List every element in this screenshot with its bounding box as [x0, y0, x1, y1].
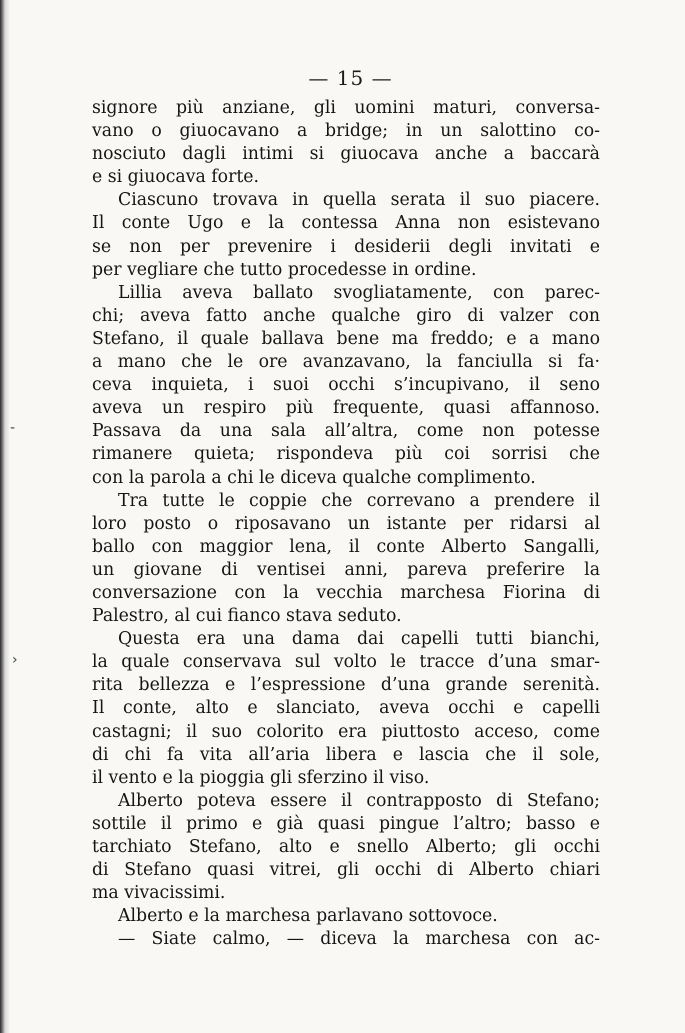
- text-line: loro posto o riposavano un istante per ridarsi al: [92, 513, 600, 534]
- text-line: se non per prevenire i desiderii degli invitati e: [92, 236, 600, 257]
- text-line: ballo con maggior lena, il conte Alberto Sangalli,: [92, 536, 600, 557]
- paragraph: [92, 189, 600, 281]
- text-line: Questa era una dama dai capelli tutti bianchi,: [118, 629, 600, 650]
- text-line: Palestro, al cui fianco stava seduto.: [92, 606, 402, 627]
- text-line: rimanere quieta; rispondeva più coi sorrisi che: [92, 444, 600, 465]
- text-line: conversazione con la vecchia marchesa Fiorina di: [92, 582, 600, 603]
- text-line: la quale conservava sul volto le tracce d’una smar-: [92, 652, 600, 673]
- text-line: Ciascuno trovava in quella serata il suo piacere.: [118, 190, 600, 211]
- text-line: Il conte, alto e slanciato, aveva occhi e capelli: [92, 698, 600, 719]
- text-line: tarchiato Stefano, alto e snello Alberto; gli occhi: [92, 837, 600, 857]
- text-line: di Stefano quasi vitrei, gli occhi di Alberto chiari: [92, 860, 600, 881]
- paragraph: [92, 905, 600, 928]
- text-line: nosciuto dagli intimi si giuocava anche a baccarà: [92, 144, 600, 165]
- text-line: castagni; il suo colorito era piuttosto acceso, come: [92, 721, 600, 742]
- page-number: — 15 —: [308, 66, 393, 90]
- text-line: e si giuocava forte.: [92, 167, 259, 188]
- margin-mark: ‑: [10, 420, 16, 436]
- text-line: rita bellezza e l’espressione d’una grande serenità.: [92, 675, 600, 696]
- text-line: Alberto e la marchesa parlavano sottovoce.: [118, 906, 498, 927]
- paragraph: [92, 282, 600, 490]
- text-line: signore più anziane, gli uomini maturi, conversa-: [92, 98, 600, 118]
- text-line: il vento e la pioggia gli sferzino il viso.: [92, 767, 430, 788]
- text-line: sottile il primo e già quasi pingue l’altro; basso e: [92, 813, 600, 834]
- text-line: con la parola a chi le diceva qualche complimento.: [92, 467, 536, 488]
- paragraph: [92, 628, 600, 790]
- paragraph: [92, 490, 600, 629]
- text-line: un giovane di ventisei anni, pareva preferire la: [92, 559, 600, 580]
- text-line: aveva un respiro più frequente, quasi affannoso.: [92, 398, 600, 419]
- text-line: di chi fa vita all’aria libera e lascia che il sole,: [92, 744, 600, 765]
- text-line: vano o giuocavano a bridge; in un salottino co-: [92, 121, 600, 142]
- text-line: ma vivacissimi.: [92, 883, 226, 904]
- text-line: Il conte Ugo e la contessa Anna non esistevano: [92, 213, 600, 234]
- text-line: Alberto poteva essere il contrapposto di Stefano;: [118, 790, 600, 811]
- paragraph: [92, 928, 600, 951]
- paragraph: [92, 97, 600, 189]
- text-line: chi; aveva fatto anche qualche giro di valzer con: [92, 305, 600, 326]
- margin-mark: ›: [12, 652, 18, 668]
- text-line: Lillia aveva ballato svogliatamente, con parec-: [118, 282, 600, 303]
- text-line: Stefano, il quale ballava bene ma freddo; e a mano: [92, 328, 600, 349]
- body-text: [92, 97, 600, 951]
- page-gutter-shadow: [0, 0, 10, 1033]
- text-line: Tra tutte le coppie che correvano a prendere il: [118, 490, 600, 511]
- text-line: a mano che le ore avanzavano, la fanciulla si fa·: [92, 352, 600, 373]
- text-line: per vegliare che tutto procedesse in ordine.: [92, 259, 477, 280]
- paragraph: [92, 790, 600, 905]
- text-line: — Siate calmo, — diceva la marchesa con ac-: [118, 929, 600, 950]
- text-line: Passava da una sala all’altra, come non potesse: [92, 421, 600, 442]
- text-line: ceva inquieta, i suoi occhi s’incupivano, il seno: [92, 375, 600, 396]
